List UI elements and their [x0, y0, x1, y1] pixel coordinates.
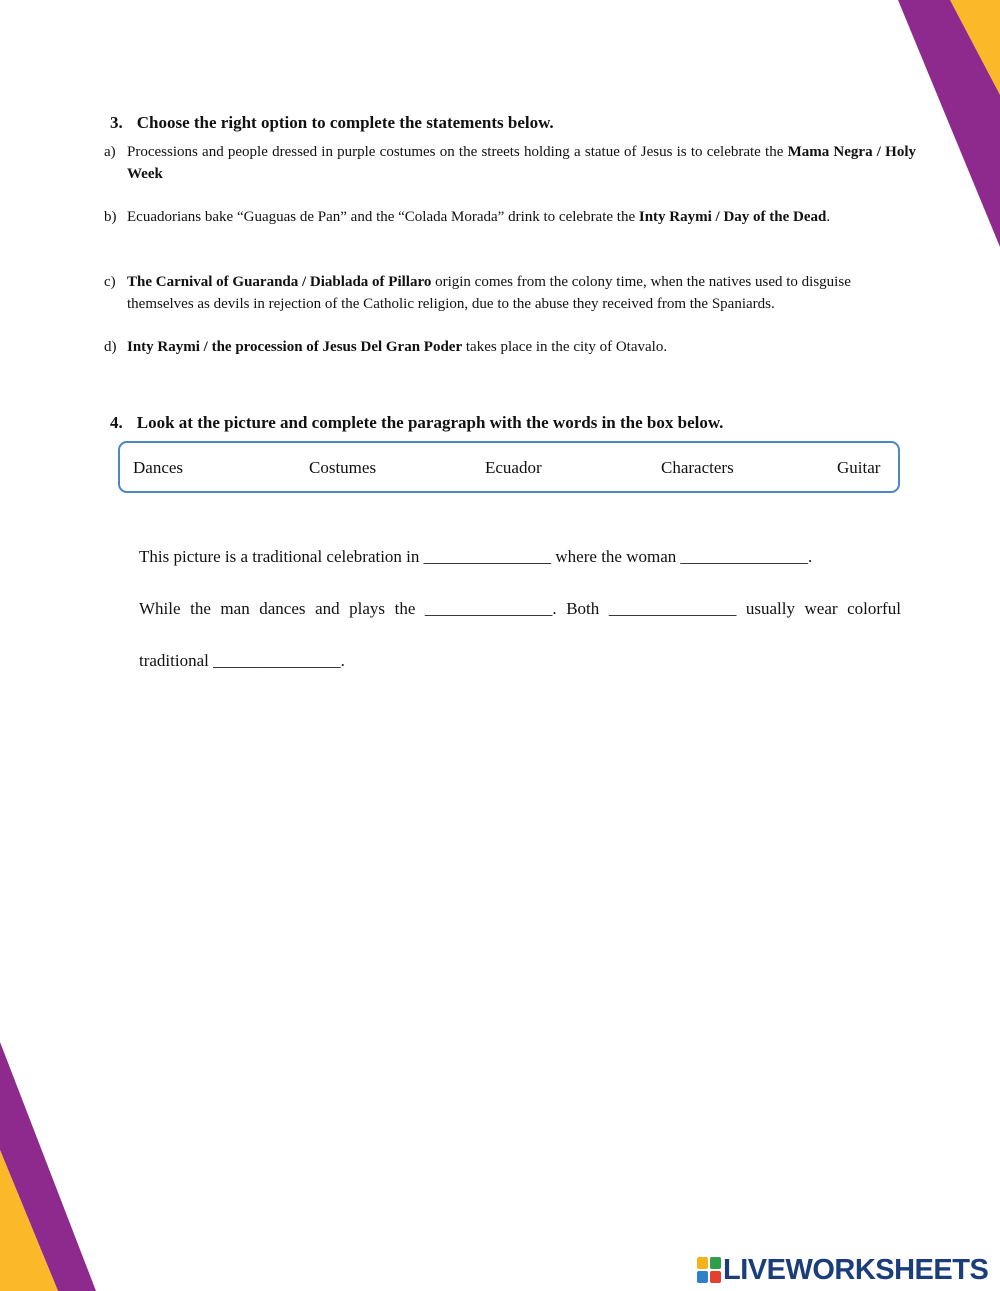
paragraph-word: Both — [566, 599, 600, 618]
paragraph-word: the — [394, 599, 416, 618]
paragraph-word: While — [139, 599, 181, 618]
paragraph-word: wear — [804, 599, 838, 618]
paragraph-line-2 — [139, 599, 901, 619]
section-4-number: 4. — [110, 413, 123, 432]
paragraph-word: and — [315, 599, 340, 618]
statement-option: Inty Raymi / the procession of Jesus Del Gran Poder — [127, 339, 463, 355]
logo-text: LIVEWORKSHEETS — [723, 1253, 989, 1286]
statement-b: b) Ecuadorians bake “Guaguas de Pan” and the “Colada Morada” drink to celebrate the Inty Raymi / Day of the Dead. — [104, 206, 916, 228]
statement-marker: b) — [104, 209, 117, 225]
section-3-number: 3. — [110, 113, 123, 132]
paragraph-word: dances — [259, 599, 306, 618]
paragraph-word: man — [220, 599, 250, 618]
statement-marker: d) — [104, 339, 117, 355]
word-bank-item: Ecuador — [485, 458, 542, 477]
statement-option: Mama Negra / Holy Week — [127, 144, 916, 182]
word-bank-item: Dances — [133, 458, 184, 477]
answer-blank[interactable]: _______________ — [608, 599, 737, 618]
liveworksheets-logo-icon — [697, 1257, 721, 1283]
liveworksheets-logo[interactable] — [697, 1254, 988, 1286]
statement-marker: c) — [104, 274, 116, 290]
paragraph-word: the — [190, 599, 211, 618]
paragraph-line-1: This picture is a traditional celebration in _______________ where the woman _______________. — [139, 547, 813, 566]
statement-option: The Carnival of Guaranda / Diablada of Pillaro — [127, 274, 432, 290]
statement-d — [104, 336, 916, 358]
statement-a — [104, 141, 916, 185]
statement-option: Inty Raymi / Day of the Dead — [638, 209, 827, 225]
word-bank-item: Characters — [661, 458, 734, 477]
word-bank-item: Costumes — [309, 458, 377, 477]
answer-blank[interactable]: _______________. — [424, 599, 557, 618]
section-3-heading — [110, 113, 554, 133]
statement-c — [104, 271, 916, 315]
paragraph-line-3: traditional _______________. — [139, 651, 345, 670]
section-3-title: Choose the right option to complete the statements below. — [136, 113, 554, 132]
statement-text: origin comes from the colony time, when the natives used to disguise themselves as devils in rejection of the Catholic religion, due to the abuse they received from the Spaniards. — [127, 274, 851, 312]
statement-text: Processions and people dressed in purple costumes on the streets holding a statue of Jesus is to celebrate the — [127, 144, 788, 160]
section-4-heading — [110, 413, 723, 433]
section-4-title: Look at the picture and complete the paragraph with the words in the box below. — [136, 413, 724, 432]
paragraph-word: colorful — [847, 599, 901, 618]
statement-marker: a) — [104, 144, 116, 160]
word-bank-item: Guitar — [837, 458, 881, 477]
statement-text: takes place in the city of Otavalo. — [462, 339, 668, 355]
statement-text: Ecuadorians bake “Guaguas de Pan” and the “Colada Morada” drink to celebrate the — [127, 209, 639, 225]
paragraph-word: usually — [745, 599, 795, 618]
paragraph-word: plays — [349, 599, 386, 618]
word-bank-box — [118, 441, 900, 493]
